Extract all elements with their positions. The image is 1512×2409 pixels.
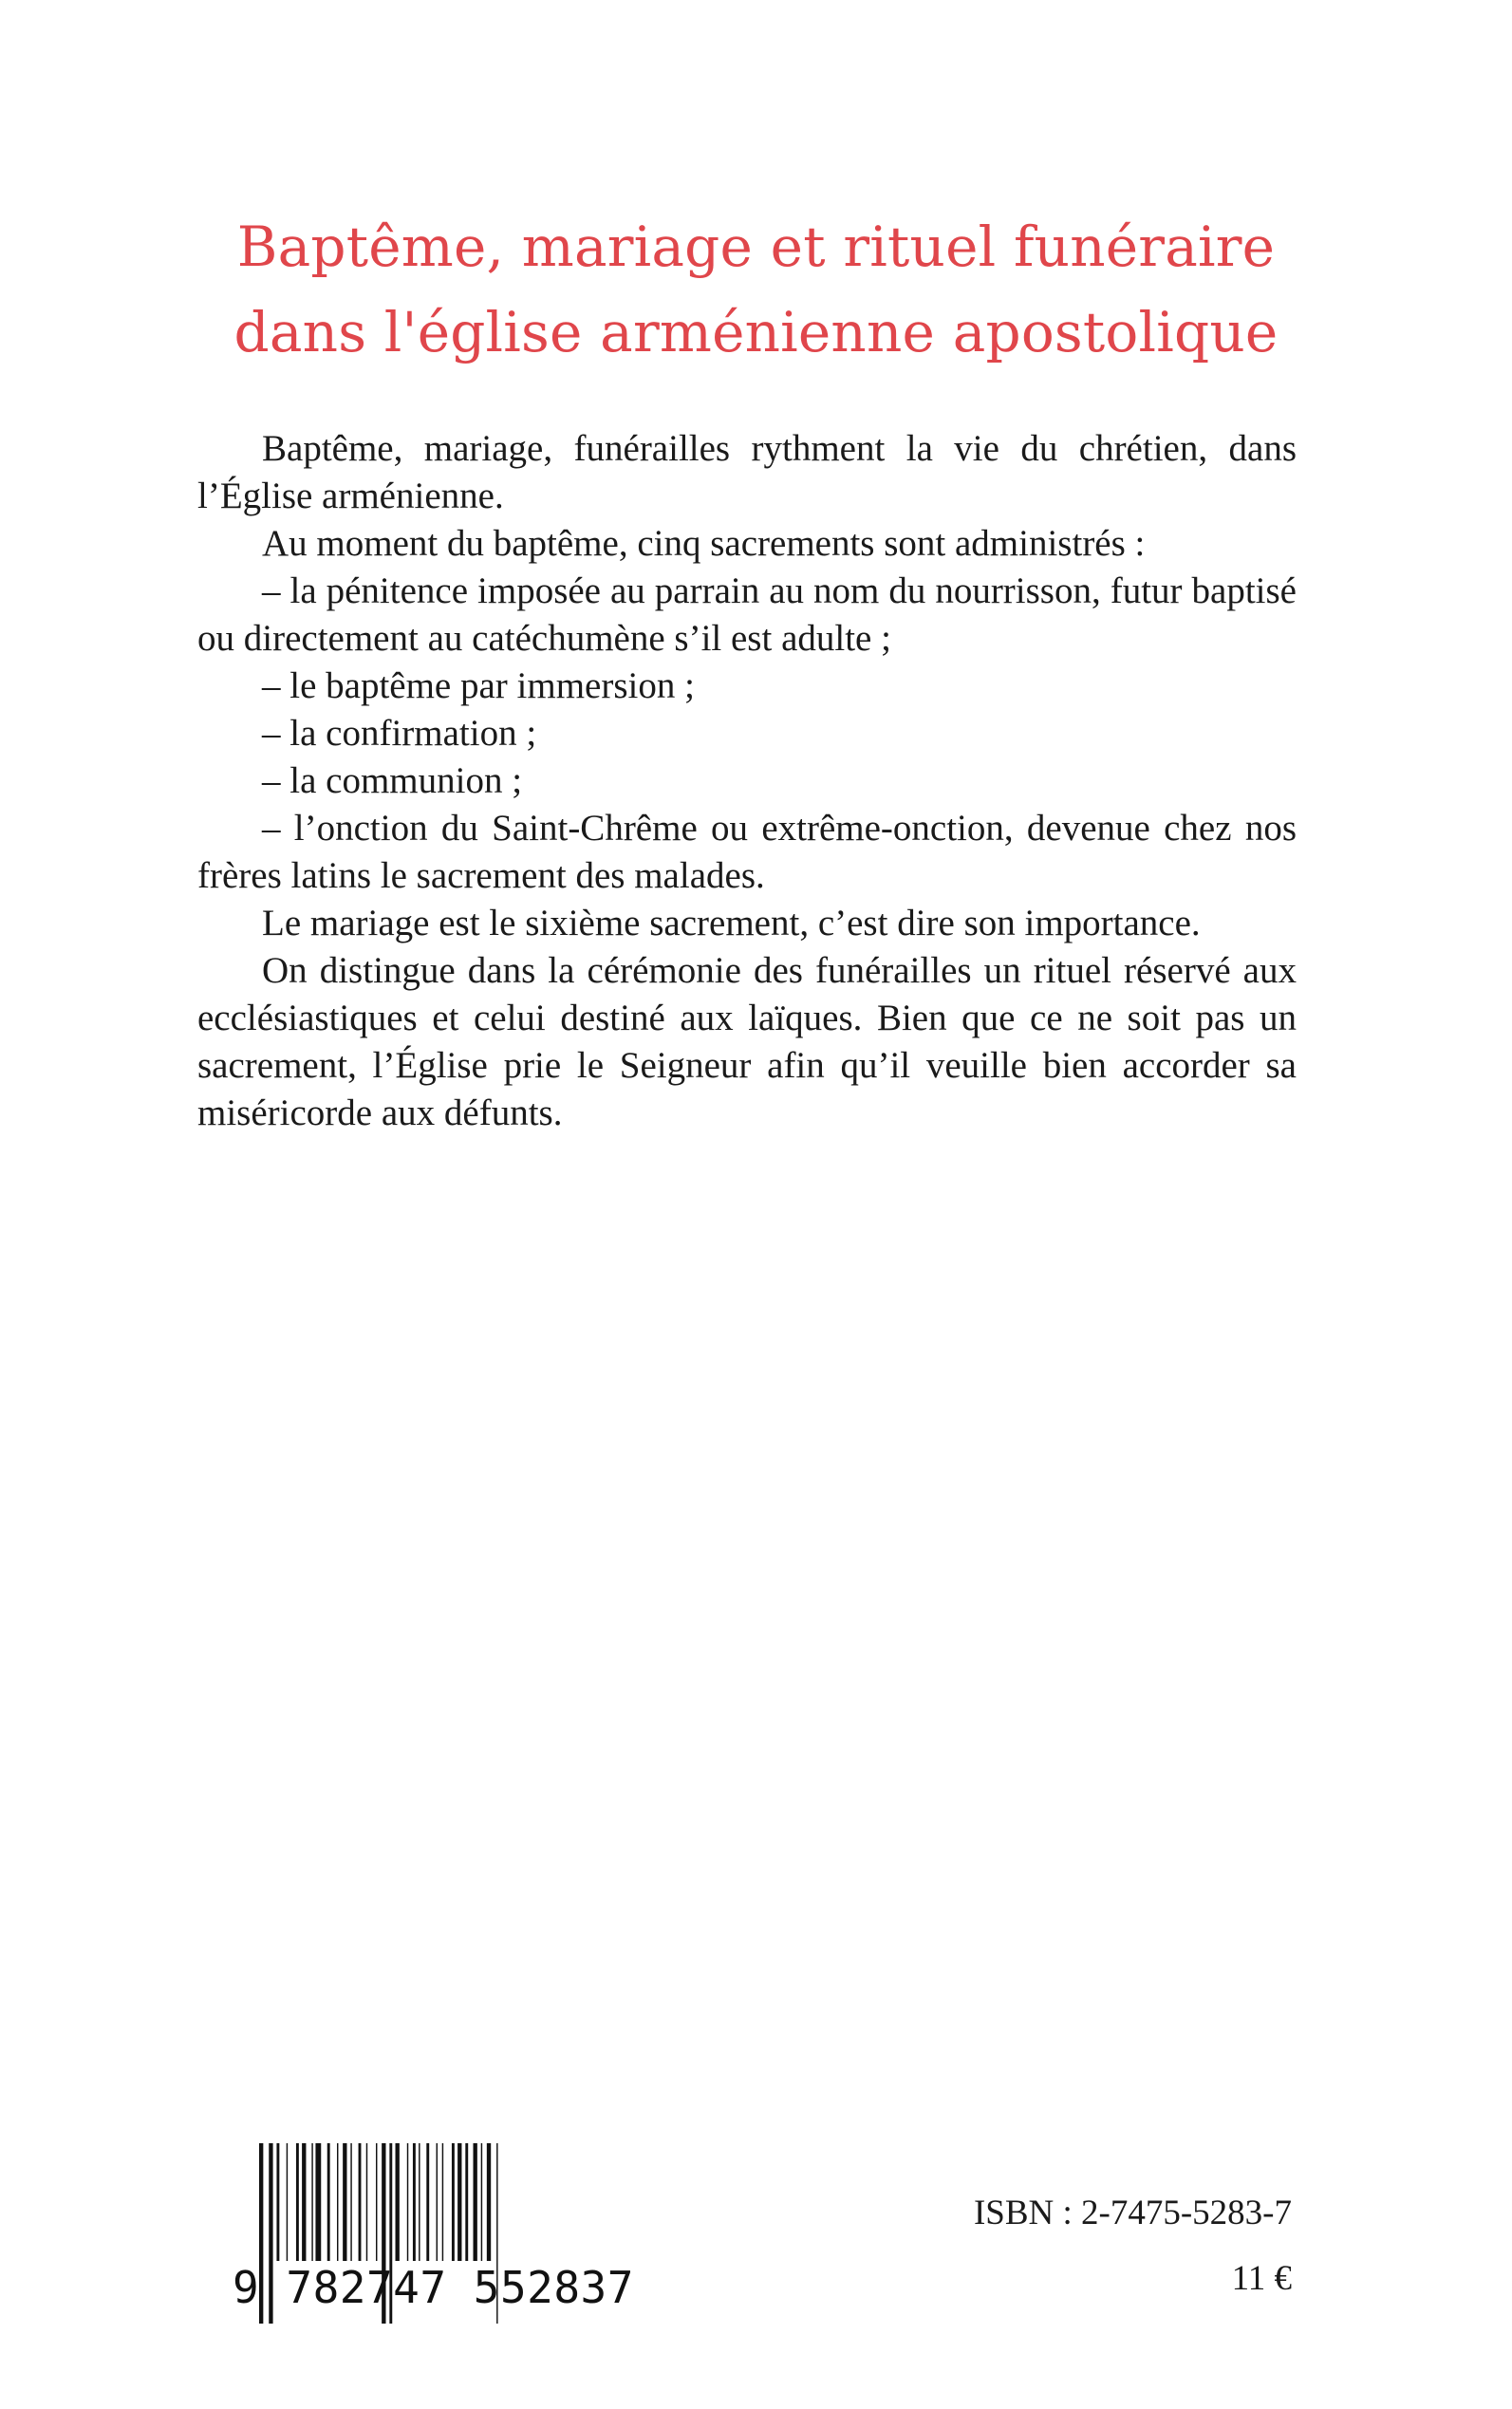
barcode-bar <box>465 2143 468 2261</box>
barcode-bar <box>419 2143 420 2261</box>
barcode-bar <box>452 2143 455 2261</box>
barcode-bar <box>366 2143 367 2261</box>
title-line-1: Baptême, mariage et rituel funéraire <box>236 215 1276 279</box>
barcode-bar <box>296 2143 299 2261</box>
barcode-bar <box>481 2143 482 2261</box>
barcode-bar <box>343 2143 346 2261</box>
barcode-bar <box>327 2143 330 2261</box>
barcode-bar <box>315 2143 321 2261</box>
barcode-bar <box>276 2143 279 2261</box>
barcode-bar <box>337 2143 338 2261</box>
blurb-paragraph-funerals: On distingue dans la cérémonie des funérailles un rituel réservé aux ecclésiastiques et celui destiné aux laïques. Bien que ce ne soit pas un sacrement, l’Église prie le Seigneur afin qu’il veuille bien accorder sa miséricorde aux défunts. <box>197 950 1297 1133</box>
blurb-item-penitence: – la pénitence imposée au parrain au nom du nourrisson, futur baptisé ou directement au catéchumène s’il est adulte ; <box>197 570 1297 659</box>
barcode-bar <box>442 2143 443 2261</box>
barcode-bar <box>474 2143 477 2261</box>
barcode-bar <box>311 2143 312 2261</box>
blurb-item-confirmation: – la confirmation ; <box>262 713 537 754</box>
barcode-bar <box>457 2143 461 2261</box>
blurb-paragraph-baptism: Au moment du baptême, cinq sacrements sont administrés : <box>262 523 1146 564</box>
blurb-paragraph-marriage: Le mariage est le sixième sacrement, c’est dire son importance. <box>262 903 1201 943</box>
barcode-bar <box>487 2143 491 2261</box>
barcode-bar <box>396 2143 400 2261</box>
barcode-bar <box>287 2143 288 2261</box>
barcode-bar <box>426 2143 429 2261</box>
blurb-paragraph-intro: Baptême, mariage, funérailles rythment la vie du chrétien, dans l’Église arménienne. <box>197 428 1297 516</box>
book-title <box>0 204 1512 375</box>
barcode-bar <box>350 2143 351 2261</box>
barcode-bar <box>359 2143 362 2261</box>
price: 11 € <box>1231 2259 1292 2298</box>
barcode-bar <box>437 2143 438 2261</box>
barcode-bar <box>413 2143 416 2261</box>
title-line-2: dans l'église arménienne apostolique <box>233 300 1279 364</box>
barcode-bar <box>302 2143 306 2261</box>
blurb-item-unction: – l’onction du Saint-Chrême ou extrême-onction, devenue chez nos frères latins le sacrement des malades. <box>197 808 1297 896</box>
blurb-item-communion: – la communion ; <box>262 760 523 801</box>
barcode-bar <box>407 2143 408 2261</box>
isbn-number: ISBN : 2-7475-5283-7 <box>973 2194 1292 2232</box>
blurb <box>197 425 1297 1137</box>
barcode-bar <box>376 2143 377 2261</box>
barcode-digits: 9 782747 552837 <box>233 2262 634 2313</box>
blurb-item-immersion: – le baptême par immersion ; <box>262 665 695 706</box>
